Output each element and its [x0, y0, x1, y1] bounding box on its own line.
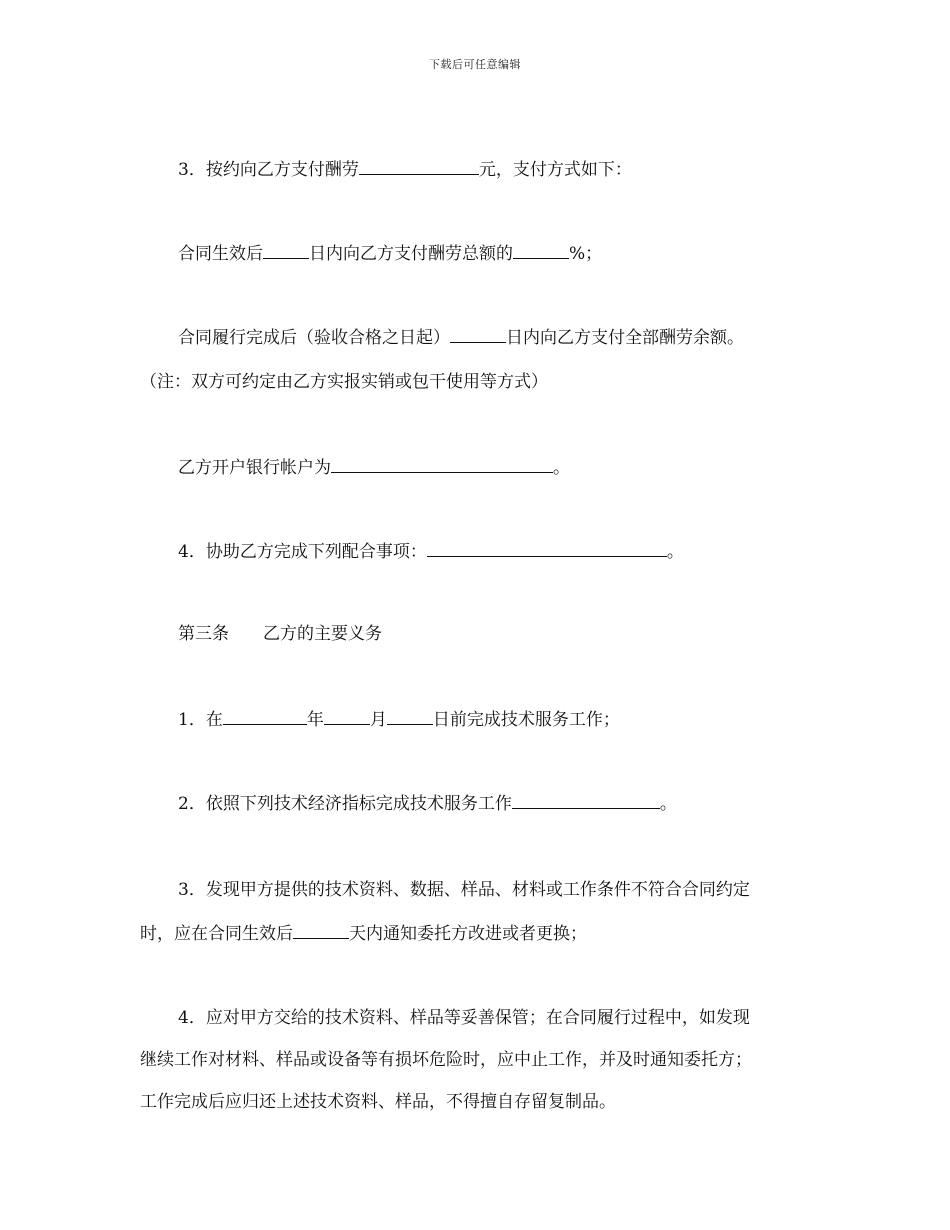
custody-clause-line1: 4．应对甲方交给的技术资料、样品等妥善保管；在合同履行过程中，如发现 — [178, 1008, 750, 1028]
page-header: 下载后可任意编辑 — [429, 58, 521, 71]
days-blank — [293, 920, 349, 939]
cooperation-clause: 4．协助乙方完成下列配合事项： 。 — [140, 538, 868, 564]
amount-blank — [359, 156, 479, 175]
days-blank — [450, 324, 506, 343]
bank-account-clause: 乙方开户银行帐户为 。 — [140, 454, 868, 480]
article-three-heading: 第三条 乙方的主要义务 — [178, 624, 382, 644]
bank-account-blank — [331, 454, 553, 473]
custody-clause-line3: 工作完成后应归还上述技术资料、样品，不得擅自存留复制品。 — [140, 1092, 616, 1112]
days-blank — [263, 240, 309, 259]
deadline-clause: 1．在 年 月 日前完成技术服务工作； — [140, 706, 868, 732]
notification-clause-line2: 时，应在合同生效后 天内通知委托方改进或者更换； — [140, 920, 830, 946]
notification-clause-line1: 3．发现甲方提供的技术资料、数据、样品、材料或工作条件不符合合同约定 — [178, 880, 750, 900]
day-blank — [387, 706, 433, 725]
payment-note: （注：双方可约定由乙方实报实销或包干使用等方式） — [140, 372, 548, 392]
indicators-clause: 2．依照下列技术经济指标完成技术服务工作 。 — [140, 790, 868, 816]
indicators-blank — [512, 790, 660, 809]
month-blank — [324, 706, 370, 725]
year-blank — [223, 706, 307, 725]
final-payment-clause: 合同履行完成后（验收合格之日起） 日内向乙方支付全部酬劳余额。 — [140, 324, 868, 350]
cooperation-blank — [427, 538, 667, 557]
custody-clause-line2: 继续工作对材料、样品或设备等有损坏危险时，应中止工作，并及时通知委托方； — [140, 1050, 752, 1070]
advance-payment-clause: 合同生效后 日内向乙方支付酬劳总额的 %； — [140, 240, 868, 266]
percent-blank — [513, 240, 569, 259]
payment-clause: 3．按约向乙方支付酬劳 元，支付方式如下： — [140, 156, 868, 182]
